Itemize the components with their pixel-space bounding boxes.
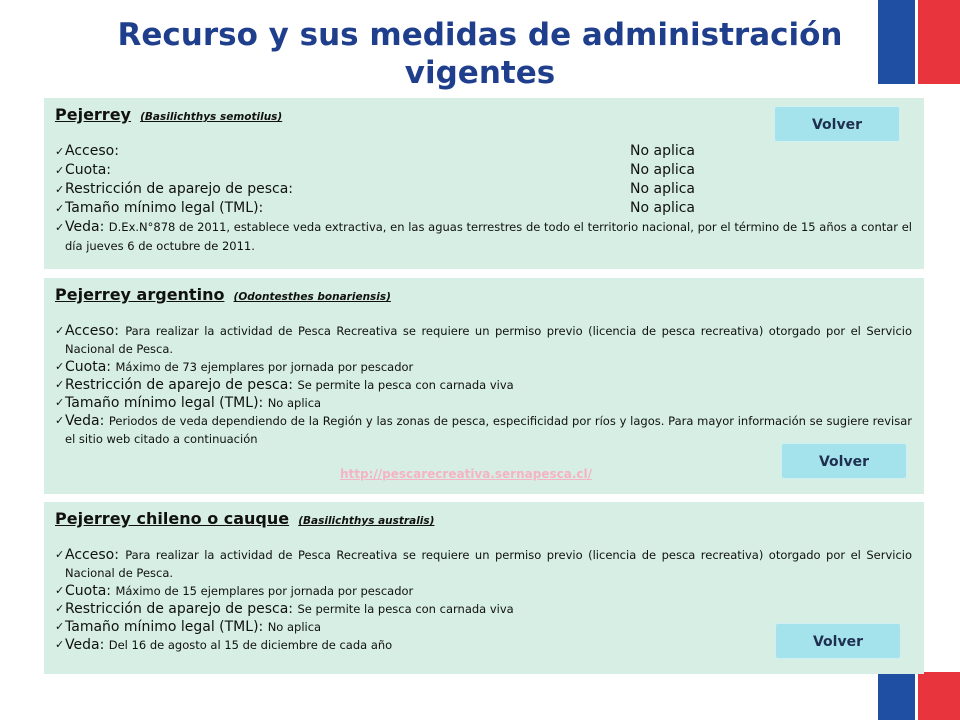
item-label: Restricción de aparejo de pesca: [65,181,294,197]
item-detail: D.Ex.N°878 de 2011, establece veda extractiva, en las aguas terrestres de todo el territorio nacional, por el término de 15 años a contar el día jueves 6 de octubre de 2011. [65,220,912,253]
species-name: Pejerrey [55,105,131,124]
volver-button[interactable]: Volver [781,443,907,479]
item-label: Cuota: [65,583,111,599]
item-label: Cuota: [65,162,111,178]
item-detail: Para realizar la actividad de Pesca Recreativa se requiere un permiso previo (licencia de pesca recreativa) otorgado por el Servicio Nacional de Pesca. [65,548,913,580]
section-heading [55,284,912,306]
measures-list [55,142,912,256]
species-name: Pejerrey argentino [55,285,225,304]
item-label: Tamaño mínimo legal (TML): [65,200,264,216]
item-value: No aplica [630,181,696,197]
measures-list [55,322,912,448]
flag-logo-top [878,0,960,84]
scientific-name: (Odontesthes bonariensis) [233,291,391,303]
item-detail: Se permite la pesca con carnada viva [297,602,514,616]
pesca-recreativa-link[interactable]: http://pescarecreativa.sernapesca.cl/ [340,467,592,481]
list-item [55,376,912,394]
scientific-name: (Basilichthys australis) [298,515,435,527]
item-detail: Para realizar la actividad de Pesca Recreativa se requiere un permiso previo (licencia de pesca recreativa) otorgado por el Servicio Nacional de Pesca. [65,324,913,356]
item-detail: Se permite la pesca con carnada viva [297,378,514,392]
item-detail: Del 16 de agosto al 15 de diciembre de cada año [108,638,393,652]
list-item [55,600,912,618]
list-item [55,218,912,256]
item-value: No aplica [630,200,696,216]
item-value: No aplica [630,143,696,159]
item-detail: Máximo de 15 ejemplares por jornada por pescador [115,584,414,598]
item-label: Tamaño mínimo legal (TML): [65,395,264,411]
list-item [55,582,912,600]
item-label: Acceso: [65,547,119,563]
item-label: Veda: [65,637,105,653]
page-title: Recurso y sus medidas de administración vigentes [117,17,843,91]
list-item [55,142,912,161]
item-detail: Periodos de veda dependiendo de la Región y las zonas de pesca, especificidad por ríos y lagos. Para mayor información se sugiere revisar el sitio web citado a continuación [65,414,912,446]
item-label: Veda: [65,219,105,235]
item-label: Acceso: [65,143,119,159]
species-name: Pejerrey chileno o cauque [55,509,290,528]
list-item [55,546,912,582]
scientific-name: (Basilichthys semotilus) [140,111,283,123]
item-label: Cuota: [65,359,111,375]
item-label: Veda: [65,413,105,429]
item-label: Restricción de aparejo de pesca: [65,601,294,617]
flag-logo-bottom [878,672,960,720]
volver-button[interactable]: Volver [774,106,900,142]
list-item [55,394,912,412]
item-label: Acceso: [65,323,119,339]
item-detail: Máximo de 73 ejemplares por jornada por pescador [115,360,414,374]
volver-button[interactable]: Volver [775,623,901,659]
list-item [55,358,912,376]
list-item [55,180,912,199]
section-heading [55,508,912,530]
list-item [55,161,912,180]
list-item [55,322,912,358]
item-label: Restricción de aparejo de pesca: [65,377,294,393]
list-item [55,199,912,218]
item-label: Tamaño mínimo legal (TML): [65,619,264,635]
item-detail: No aplica [267,396,322,410]
item-detail: No aplica [267,620,322,634]
item-value: No aplica [630,162,696,178]
